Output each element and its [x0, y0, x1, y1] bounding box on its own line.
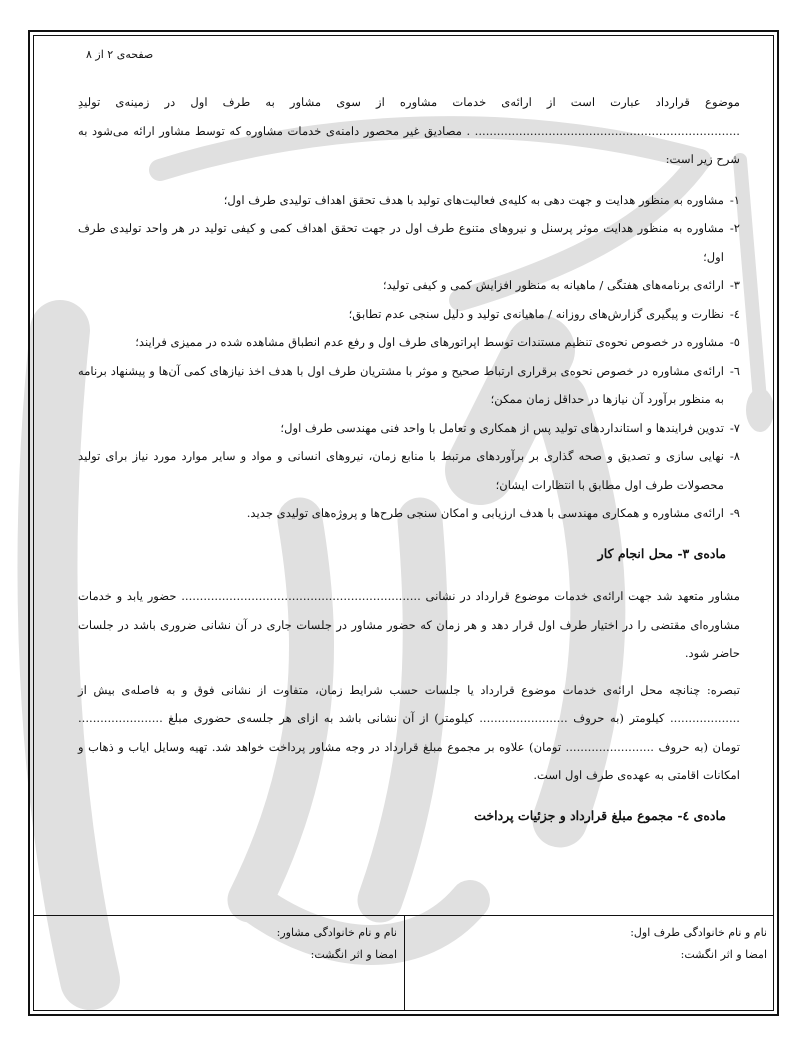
- list-item: [78, 328, 740, 357]
- list-item: [78, 357, 740, 414]
- list-item: [78, 214, 740, 271]
- list-item: [78, 414, 740, 443]
- list-item: [78, 300, 740, 329]
- party1-name-label: نام و نام خانوادگی طرف اول:: [630, 926, 767, 939]
- item-text: ارائه‌ی مشاوره و همکاری مهندسی با هدف ارزیابی و امکان سنجی طرح‌ها و پروژه‌های تولیدی جدید.: [246, 506, 724, 520]
- party1-sign-label: امضا و اثر انگشت:: [680, 948, 767, 961]
- item-text: مشاوره به منظور هدایت و جهت دهی به کلیه‌ی فعالیت‌های تولید با هدف تحقق اهداف تولیدی طرف اول؛: [223, 192, 724, 207]
- item-number: ۱-: [729, 192, 740, 207]
- page-number: صفحه‌ی ۲ از ۸: [86, 48, 154, 61]
- item-number: ۲-: [729, 221, 740, 235]
- item-text: مشاوره در خصوص نحوه‌ی تنظیم مستندات توسط اپراتورهای طرف اول و رفع عدم انطباق مشاهده شده در ممیزی فرایند؛: [135, 335, 724, 349]
- consultant-sign-label: امضا و اثر انگشت:: [310, 948, 397, 961]
- article-3-heading: ماده‌ی ۳- محل انجام کار: [597, 545, 726, 561]
- party1-signature-block: [630, 922, 767, 966]
- contract-body: [78, 88, 740, 844]
- intro-paragraph: [78, 88, 740, 174]
- item-text: ارائه‌ی برنامه‌های هفتگی / ماهیانه به منظور افزایش کمی و کیفی تولید؛: [382, 278, 724, 292]
- services-list: [78, 186, 740, 528]
- list-item: [78, 186, 740, 215]
- item-number: ۷-: [729, 420, 740, 435]
- item-number: ۳-: [729, 278, 740, 292]
- article-3-note: تبصره: چنانچه محل ارائه‌ی خدمات موضوع قرارداد یا جلسات حسب شرایط زمان، متفاوت از نشانی فوق و به فاصله‌ی بیش از ................... کیلومتر (به حروف ........................ کیلومتر) از آن نشانی باشد به ازای هر جلسه‌ی حضوری مبلغ ....................... تومان (به حروف ........................ تومان) علاوه بر مجموع مبلغ قرارداد در وجه مشاور پرداخت خواهد شد. تهیه وسایل ایاب و ذهاب و امکانات اقامتی به عهده‌ی طرف اول است.: [78, 682, 740, 782]
- article-3-paragraph: مشاور متعهد شد جهت ارائه‌ی خدمات موضوع قرارداد در نشانی ................................................................. حضور یابد و خدمات مشاوره‌ای مقتضی را در اختیار طرف اول قرار دهد و هر زمان که حضور مشاور در جلسات جاری در آن نشانی ضروری باشد در جلسات حاضر شود.: [78, 589, 740, 660]
- signature-table: [34, 915, 773, 1010]
- item-number: ۹-: [729, 506, 740, 520]
- item-number: ٤-: [729, 306, 740, 321]
- item-number: ۸-: [729, 449, 740, 463]
- intro-line-2: ........................................................................ . مصادیق غیر محصور دامنه‌ی خدمات مشاوره که توسط مشاور ارائه می‌شود به شرح زیر است:: [78, 123, 740, 166]
- item-number: ٦-: [729, 363, 740, 378]
- intro-line-1: موضوع قرارداد عبارت است از ارائه‌ی خدمات مشاوره از سوی مشاور به طرف اول در زمینه‌ی تولیدِ: [78, 95, 740, 109]
- article-4-heading: ماده‌ی ٤- مجموع مبلغ قرارداد و جزئیات پرداخت: [474, 807, 726, 823]
- item-text: مشاوره به منظور هدایت موثر پرسنل و نیروهای متنوع طرف اول در جهت تحقق اهداف کمی و کیفی تولید در هر واحد تولیدی طرف اول؛: [78, 221, 724, 264]
- list-item: [78, 442, 740, 499]
- list-item: [78, 499, 740, 528]
- list-item: [78, 271, 740, 300]
- item-text: نهایی سازی و تصدیق و صحه گذاری بر برآوردهای مرتبط با منابع زمان، نیروهای انسانی و مواد و سایر موارد مورد نیاز برای تولید محصولات طرف اول مطابق با انتظارات ایشان؛: [78, 449, 724, 492]
- consultant-signature-block: [277, 922, 397, 966]
- consultant-name-label: نام و نام خانوادگی مشاور:: [276, 926, 397, 939]
- item-number: ٥-: [729, 335, 740, 349]
- signature-divider: [404, 916, 405, 1011]
- item-text: تدوین فرایندها و استانداردهای تولید پس از همکاری و تعامل با واحد فنی مهندسی طرف اول؛: [280, 420, 724, 435]
- item-text: نظارت و پیگیری گزارش‌های روزانه / ماهیانه‌ی تولید و دلیل سنجی عدم تطابق؛: [348, 306, 724, 321]
- item-text: ارائه‌ی مشاوره در خصوص نحوه‌ی برقراری ارتباط صحیح و موثر با مشتریان طرف اول با هدف اخذ نیازهای کمی آن‌ها و پیشنهاد برنامه به منظور برآورد آن نیازها در حداقل زمان ممکن؛: [78, 363, 724, 406]
